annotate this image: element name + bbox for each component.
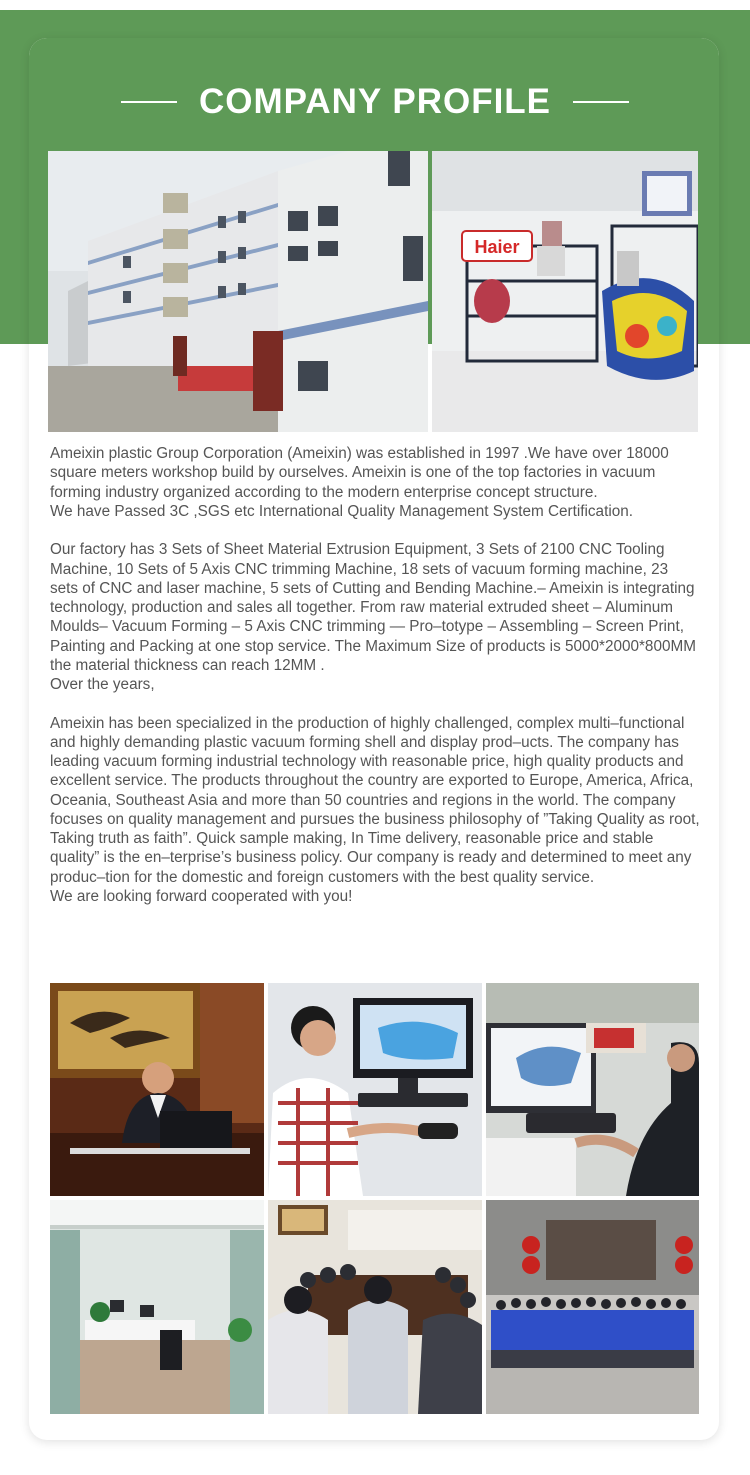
svg-text:Haier: Haier — [474, 237, 520, 257]
title-right-rule — [573, 101, 629, 103]
company-description — [50, 444, 700, 906]
chairman-office-photo — [50, 983, 264, 1196]
office-workspace-photo — [50, 1200, 264, 1414]
over-the-years-line: Over the years, — [50, 676, 155, 693]
factory-building-photo — [48, 151, 428, 432]
specialization-paragraph: Ameixin has been specialized in the production of highly challenged, complex multi–functional and highly demanding plastic vacuum forming shell and display prod–ucts. The company has leading vacuum forming industrial technology with reasonable price, high quality products and excellent service. The products throughout the country are exported to Europe, America, Africa, Oceania, Southeast Asia and more than 50 countries and regions in the world. The company focuses on quality management and pursues the business philosophy of ”Taking Quality as root, Taking truth as faith”. Quick sample making, In Time delivery, reasonable price and stable quality” is the en–terprise’s business policy. Our company is ready and determined to meet any produc–tion for the domestic and foreign customers with the best quality service. — [50, 714, 700, 886]
certification-paragraph: We have Passed 3C ,SGS etc International Quality Management System Certification. — [50, 502, 633, 520]
meeting-room-photo — [268, 1200, 482, 1414]
team-group-photo — [486, 1200, 699, 1414]
cad-design-photo — [268, 983, 482, 1196]
page-title: COMPANY PROFILE — [198, 82, 552, 121]
3d-modeling-photo — [486, 983, 699, 1196]
closing-line: We are looking forward cooperated with you! — [50, 887, 353, 905]
showroom-display-photo — [432, 151, 698, 432]
intro-paragraph: Ameixin plastic Group Corporation (Ameixin) was established in 1997 .We have over 18000 square meters workshop build by ourselves. Ameixin is one of the top factories in vacuum forming industry organized according to the modern enterprise concept structure. — [50, 445, 669, 501]
equipment-paragraph: Our factory has 3 Sets of Sheet Material Extrusion Equipment, 3 Sets of 2100 CNC Tooling Machine, 10 Sets of 5 Axis CNC trimming Machine, 18 sets of vacuum forming machine, 23 sets of CNC and laser machine, 5 sets of Cutting and Bending Machine.– Ameixin is integrating technology, production and sales all together. From raw material extruded sheet – Aluminum Moulds– Vacuum Forming – 5 Axis CNC trimming — Pro–totype – Assembling – Screen Print, Painting and Packing at one stop service. The Maximum Size of products is 5000*2000*800MM the material thickness can reach 12MM . — [50, 541, 696, 674]
